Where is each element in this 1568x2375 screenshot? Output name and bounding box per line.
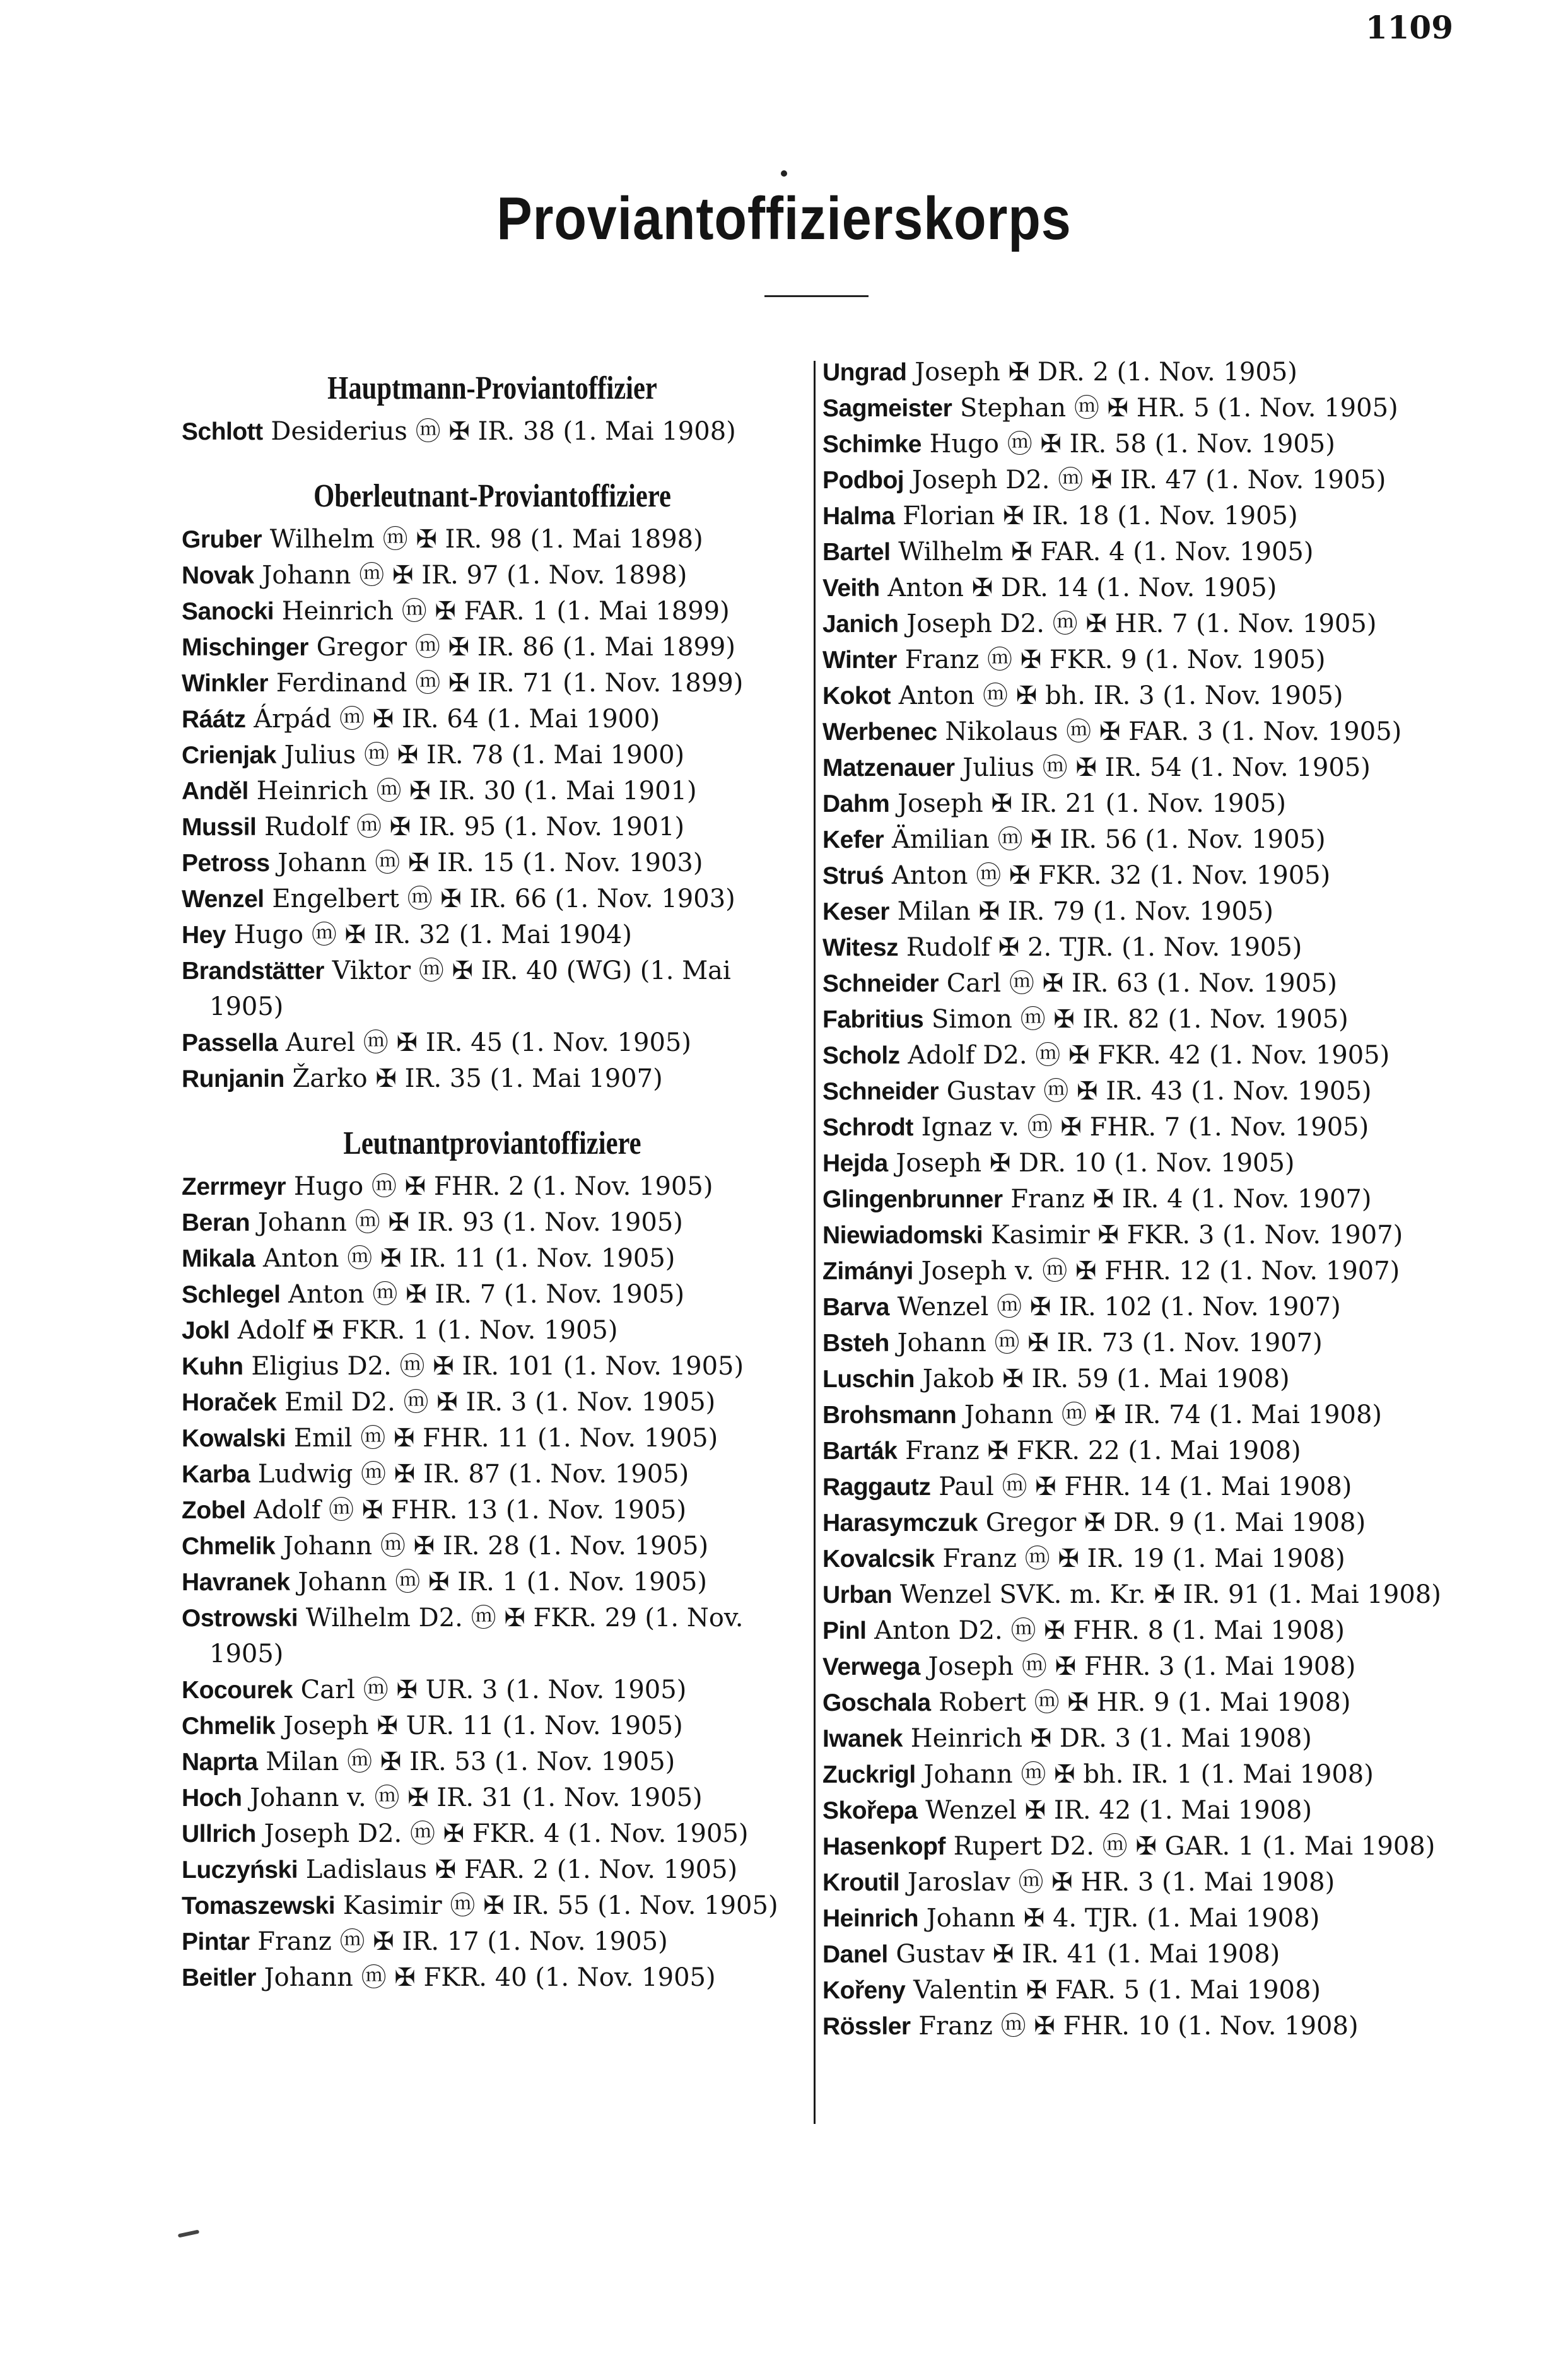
entry-surname: Winter xyxy=(822,647,897,674)
list-item xyxy=(822,1649,1456,1685)
entry-surname: Hey xyxy=(182,922,226,949)
list-item xyxy=(182,773,803,809)
entry-details: Milan ⓜ ✠ IR. 53 (1. Nov. 1905) xyxy=(266,1747,676,1776)
list-item xyxy=(182,1421,803,1457)
list-item xyxy=(182,701,803,737)
entry-surname: Pinl xyxy=(822,1617,867,1645)
list-item xyxy=(822,858,1456,894)
entry-details: Joseph v. ⓜ ✠ FHR. 12 (1. Nov. 1907) xyxy=(921,1257,1400,1286)
entry-details: Rudolf ⓜ ✠ IR. 95 (1. Nov. 1901) xyxy=(264,812,685,842)
list-item xyxy=(822,1469,1456,1505)
list-item xyxy=(182,1564,803,1600)
entry-details: Gregor ⓜ ✠ IR. 86 (1. Mai 1899) xyxy=(316,633,735,662)
list-item xyxy=(182,1924,803,1960)
entry-surname: Hasenkopf xyxy=(822,1833,945,1860)
entry-surname: Fabritius xyxy=(822,1006,924,1033)
entry-details: Simon ⓜ ✠ IR. 82 (1. Nov. 1905) xyxy=(931,1005,1349,1034)
entry-surname: Scholz xyxy=(822,1042,900,1069)
entry-details: Franz ✠ IR. 4 (1. Nov. 1907) xyxy=(1010,1185,1372,1214)
entry-details: Ignaz v. ⓜ ✠ FHR. 7 (1. Nov. 1905) xyxy=(921,1113,1369,1142)
entry-details: Desiderius ⓜ ✠ IR. 38 (1. Mai 1908) xyxy=(271,417,736,446)
entry-surname: Keser xyxy=(822,898,889,925)
entry-details: Joseph ✠ DR. 2 (1. Nov. 1905) xyxy=(915,358,1297,387)
list-item xyxy=(182,1205,803,1241)
entry-details: Valentin ✠ FAR. 5 (1. Mai 1908) xyxy=(913,1976,1321,2005)
entry-surname: Beitler xyxy=(182,1964,256,1991)
entry-surname: Dahm xyxy=(822,790,890,818)
entry-surname: Anděl xyxy=(182,778,249,805)
entry-details: Johann ⓜ ✠ bh. IR. 1 (1. Mai 1908) xyxy=(923,1760,1374,1789)
list-item xyxy=(182,414,803,450)
entry-details: Paul ⓜ ✠ FHR. 14 (1. Mai 1908) xyxy=(939,1472,1352,1501)
entry-details: Carl ⓜ ✠ UR. 3 (1. Nov. 1905) xyxy=(300,1675,687,1704)
list-item xyxy=(822,1325,1456,1361)
list-item xyxy=(822,462,1456,498)
entry-details: Wilhelm D2. ⓜ ✠ FKR. 29 (1. Nov. 1905) xyxy=(209,1604,744,1668)
entry-surname: Petross xyxy=(182,850,270,877)
entry-details: Heinrich ✠ DR. 3 (1. Mai 1908) xyxy=(910,1724,1312,1753)
entry-details: Adolf D2. ⓜ ✠ FKR. 42 (1. Nov. 1905) xyxy=(908,1041,1390,1070)
entry-surname: Struś xyxy=(822,862,884,889)
entry-details: Ladislaus ✠ FAR. 2 (1. Nov. 1905) xyxy=(305,1855,738,1884)
list-item xyxy=(182,953,803,1025)
list-item xyxy=(182,881,803,917)
list-item xyxy=(822,1721,1456,1757)
entry-surname: Gruber xyxy=(182,526,262,553)
entry-surname: Harasymczuk xyxy=(822,1510,978,1537)
entry-details: Anton ⓜ ✠ FKR. 32 (1. Nov. 1905) xyxy=(891,861,1331,890)
left-column xyxy=(182,358,803,1996)
entry-list-leutnant xyxy=(182,1169,803,1996)
entry-surname: Kroutil xyxy=(822,1869,900,1896)
list-item xyxy=(822,1865,1456,1901)
list-item xyxy=(822,1110,1456,1146)
list-item xyxy=(182,845,803,881)
entry-surname: Mikala xyxy=(182,1245,255,1272)
entry-surname: Kowalski xyxy=(182,1425,286,1452)
entry-surname: Kokot xyxy=(822,683,891,710)
entry-surname: Ostrowski xyxy=(182,1605,298,1632)
entry-details: Carl ⓜ ✠ IR. 63 (1. Nov. 1905) xyxy=(946,969,1338,998)
entry-surname: Podboj xyxy=(822,467,904,494)
list-item xyxy=(182,1816,803,1852)
list-item xyxy=(822,1074,1456,1110)
scan-speck xyxy=(781,170,787,177)
entry-details: Rupert D2. ⓜ ✠ GAR. 1 (1. Mai 1908) xyxy=(953,1832,1436,1861)
list-item xyxy=(822,1361,1456,1397)
entry-surname: Wenzel xyxy=(182,886,264,913)
entry-surname: Urban xyxy=(822,1581,892,1609)
entry-surname: Mussil xyxy=(182,814,257,841)
entry-details: Julius ⓜ ✠ IR. 78 (1. Mai 1900) xyxy=(284,741,685,770)
entry-details: Johann ⓜ ✠ FKR. 40 (1. Nov. 1905) xyxy=(264,1963,716,1992)
entry-details: Wilhelm ⓜ ✠ IR. 98 (1. Mai 1898) xyxy=(269,525,703,554)
entry-surname: Halma xyxy=(822,503,895,530)
entry-details: Žarko ✠ IR. 35 (1. Mai 1907) xyxy=(292,1064,663,1093)
entry-details: Kasimir ⓜ ✠ IR. 55 (1. Nov. 1905) xyxy=(342,1891,778,1920)
entry-details: Joseph ✠ DR. 10 (1. Nov. 1905) xyxy=(896,1149,1295,1178)
entry-surname: Crienjak xyxy=(182,742,276,769)
list-item xyxy=(182,1457,803,1492)
list-item xyxy=(822,930,1456,966)
entry-surname: Barva xyxy=(822,1294,889,1321)
entry-surname: Tomaszewski xyxy=(182,1892,336,1920)
entry-surname: Brohsmann xyxy=(822,1402,957,1429)
entry-list-oberleutnant xyxy=(182,522,803,1097)
list-item xyxy=(182,1061,803,1097)
entry-surname: Ráátz xyxy=(182,706,246,733)
entry-details: Viktor ⓜ ✠ IR. 40 (WG) (1. Mai 1905) xyxy=(209,956,731,1021)
entry-surname: Skořepa xyxy=(822,1797,918,1824)
entry-details: Joseph ⓜ ✠ FHR. 3 (1. Mai 1908) xyxy=(928,1652,1356,1681)
list-item xyxy=(182,522,803,558)
entry-details: Árpád ⓜ ✠ IR. 64 (1. Mai 1900) xyxy=(254,705,660,734)
entry-surname: Karba xyxy=(182,1461,250,1488)
entry-surname: Luczyński xyxy=(182,1856,298,1884)
entry-details: Gregor ✠ DR. 9 (1. Mai 1908) xyxy=(985,1508,1366,1537)
list-item xyxy=(822,570,1456,606)
entry-details: Ferdinand ⓜ ✠ IR. 71 (1. Nov. 1899) xyxy=(276,669,744,698)
list-item xyxy=(182,1385,803,1421)
entry-surname: Hoch xyxy=(182,1785,242,1812)
entry-details: Rudolf ✠ 2. TJR. (1. Nov. 1905) xyxy=(906,933,1302,962)
section-heading-oberleutnant: Oberleutnant-Proviantoffiziere xyxy=(313,478,671,514)
list-item xyxy=(822,534,1456,570)
list-item xyxy=(182,558,803,594)
entry-details: Anton ✠ DR. 14 (1. Nov. 1905) xyxy=(887,573,1277,602)
entry-surname: Passella xyxy=(182,1029,278,1057)
list-item xyxy=(182,630,803,666)
entry-surname: Bartel xyxy=(822,539,891,566)
list-item xyxy=(822,894,1456,930)
list-item xyxy=(822,1002,1456,1038)
entry-details: Anton ⓜ ✠ IR. 11 (1. Nov. 1905) xyxy=(262,1244,676,1273)
entry-surname: Mischinger xyxy=(182,634,308,661)
page-number: 1109 xyxy=(1365,9,1453,46)
entry-details: Ämilian ⓜ ✠ IR. 56 (1. Nov. 1905) xyxy=(891,825,1326,854)
entry-surname: Niewiadomski xyxy=(822,1222,983,1249)
list-item xyxy=(822,642,1456,678)
entry-surname: Heinrich xyxy=(822,1905,919,1932)
entry-surname: Naprta xyxy=(182,1749,258,1776)
entry-surname: Rössler xyxy=(822,2013,911,2040)
entry-details: Franz ⓜ ✠ IR. 19 (1. Mai 1908) xyxy=(942,1544,1345,1573)
entry-surname: Kocourek xyxy=(182,1677,293,1704)
entry-details: Franz ⓜ ✠ IR. 17 (1. Nov. 1905) xyxy=(257,1927,668,1956)
entry-details: Anton D2. ⓜ ✠ FHR. 8 (1. Mai 1908) xyxy=(874,1616,1345,1645)
page-title: Proviantoffizierskorps xyxy=(496,185,1072,252)
list-item xyxy=(822,355,1456,390)
list-item xyxy=(822,966,1456,1002)
entry-surname: Horaček xyxy=(182,1389,277,1416)
list-item xyxy=(822,498,1456,534)
list-item xyxy=(822,1901,1456,1937)
entry-surname: Matzenauer xyxy=(822,754,955,782)
list-item xyxy=(822,822,1456,858)
list-item xyxy=(182,1780,803,1816)
entry-surname: Havranek xyxy=(182,1569,290,1596)
entry-surname: Janich xyxy=(822,611,899,638)
entry-details: Heinrich ⓜ ✠ FAR. 1 (1. Mai 1899) xyxy=(281,597,730,626)
entry-details: Wenzel ⓜ ✠ IR. 102 (1. Nov. 1907) xyxy=(897,1293,1341,1322)
entry-details: Wenzel ✠ IR. 42 (1. Mai 1908) xyxy=(925,1796,1313,1825)
list-item xyxy=(822,714,1456,750)
entry-details: Jaroslav ⓜ ✠ HR. 3 (1. Mai 1908) xyxy=(907,1868,1335,1897)
list-item xyxy=(822,1397,1456,1433)
entry-list-hauptmann xyxy=(182,414,803,450)
list-item xyxy=(822,1829,1456,1865)
list-item xyxy=(822,1289,1456,1325)
entry-details: Joseph D2. ⓜ ✠ HR. 7 (1. Nov. 1905) xyxy=(906,609,1377,638)
entry-surname: Schimke xyxy=(822,431,921,458)
entry-surname: Zuckrigl xyxy=(822,1761,916,1788)
entry-details: Stephan ⓜ ✠ HR. 5 (1. Nov. 1905) xyxy=(960,394,1398,423)
section-heading-hauptmann: Hauptmann-Proviantoffizier xyxy=(327,370,657,406)
list-item xyxy=(182,666,803,701)
entry-details: Anton ⓜ ✠ IR. 7 (1. Nov. 1905) xyxy=(288,1280,685,1309)
entry-details: Julius ⓜ ✠ IR. 54 (1. Nov. 1905) xyxy=(962,753,1371,782)
entry-details: Franz ⓜ ✠ FHR. 10 (1. Nov. 1908) xyxy=(918,2012,1359,2041)
list-item xyxy=(822,1973,1456,2008)
right-column xyxy=(822,355,1456,2044)
list-item xyxy=(182,1313,803,1349)
list-item xyxy=(182,1169,803,1205)
list-item xyxy=(822,1613,1456,1649)
list-item xyxy=(822,786,1456,822)
list-item xyxy=(182,1492,803,1528)
entry-surname: Brandstätter xyxy=(182,958,324,985)
entry-surname: Jokl xyxy=(182,1317,230,1344)
list-item xyxy=(822,1685,1456,1721)
entry-surname: Veith xyxy=(822,575,880,602)
entry-details: Johann ⓜ ✠ IR. 93 (1. Nov. 1905) xyxy=(257,1208,683,1237)
list-item xyxy=(182,917,803,953)
entry-details: Franz ✠ FKR. 22 (1. Mai 1908) xyxy=(905,1436,1301,1465)
entry-details: Aurel ⓜ ✠ IR. 45 (1. Nov. 1905) xyxy=(285,1028,691,1057)
entry-details: Johann ⓜ ✠ IR. 97 (1. Nov. 1898) xyxy=(262,561,687,590)
list-item xyxy=(182,1960,803,1996)
entry-surname: Hejda xyxy=(822,1150,888,1177)
list-item xyxy=(182,1277,803,1313)
list-item xyxy=(822,1253,1456,1289)
list-item xyxy=(822,678,1456,714)
list-item xyxy=(182,1672,803,1708)
entry-details: Johann ⓜ ✠ IR. 15 (1. Nov. 1903) xyxy=(278,848,703,877)
entry-details: Johann ⓜ ✠ IR. 1 (1. Nov. 1905) xyxy=(298,1568,708,1597)
entry-surname: Glingenbrunner xyxy=(822,1186,1003,1213)
entry-details: Johann ⓜ ✠ IR. 73 (1. Nov. 1907) xyxy=(897,1328,1323,1358)
entry-list-right xyxy=(822,355,1456,2044)
entry-surname: Barták xyxy=(822,1438,898,1465)
entry-surname: Ungrad xyxy=(822,359,907,386)
entry-details: Ludwig ⓜ ✠ IR. 87 (1. Nov. 1905) xyxy=(257,1460,689,1489)
list-item xyxy=(182,1025,803,1061)
list-item xyxy=(182,594,803,630)
list-item xyxy=(822,1793,1456,1829)
entry-surname: Chmelik xyxy=(182,1713,276,1740)
list-item xyxy=(182,1600,803,1672)
entry-details: Joseph D2. ⓜ ✠ FKR. 4 (1. Nov. 1905) xyxy=(264,1819,749,1848)
entry-details: Adolf ✠ FKR. 1 (1. Nov. 1905) xyxy=(237,1316,618,1345)
entry-details: Johann ⓜ ✠ IR. 74 (1. Mai 1908) xyxy=(964,1400,1382,1429)
entry-details: Eligius D2. ⓜ ✠ IR. 101 (1. Nov. 1905) xyxy=(251,1352,744,1381)
column-divider xyxy=(814,361,816,2124)
entry-surname: Kořeny xyxy=(822,1977,906,2004)
list-item xyxy=(822,1577,1456,1613)
entry-details: Gustav ✠ IR. 41 (1. Mai 1908) xyxy=(896,1940,1280,1969)
entry-details: Hugo ⓜ ✠ FHR. 2 (1. Nov. 1905) xyxy=(293,1172,713,1201)
entry-details: Hugo ⓜ ✠ IR. 58 (1. Nov. 1905) xyxy=(929,430,1335,459)
list-item xyxy=(182,1349,803,1385)
entry-details: Johann v. ⓜ ✠ IR. 31 (1. Nov. 1905) xyxy=(250,1783,703,1812)
entry-details: Heinrich ⓜ ✠ IR. 30 (1. Mai 1901) xyxy=(256,777,697,806)
list-item xyxy=(822,1217,1456,1253)
entry-surname: Pintar xyxy=(182,1928,250,1956)
entry-surname: Ullrich xyxy=(182,1821,256,1848)
entry-surname: Schrodt xyxy=(822,1114,913,1141)
entry-details: Johann ⓜ ✠ IR. 28 (1. Nov. 1905) xyxy=(283,1532,709,1561)
entry-surname: Iwanek xyxy=(822,1725,903,1752)
list-item xyxy=(182,809,803,845)
entry-details: Wenzel SVK. m. Kr. ✠ IR. 91 (1. Mai 1908) xyxy=(899,1580,1441,1609)
entry-surname: Schneider xyxy=(822,1078,939,1105)
list-item xyxy=(182,1528,803,1564)
entry-details: Milan ✠ IR. 79 (1. Nov. 1905) xyxy=(897,897,1273,926)
entry-details: Florian ✠ IR. 18 (1. Nov. 1905) xyxy=(903,501,1298,531)
list-item xyxy=(822,1182,1456,1217)
scan-speck xyxy=(178,2230,200,2238)
entry-details: Jakob ✠ IR. 59 (1. Mai 1908) xyxy=(922,1364,1290,1393)
entry-surname: Verwega xyxy=(822,1653,920,1680)
entry-surname: Zerrmeyr xyxy=(182,1173,286,1200)
list-item xyxy=(822,750,1456,786)
entry-surname: Danel xyxy=(822,1941,888,1968)
entry-surname: Novak xyxy=(182,562,254,589)
list-item xyxy=(182,1241,803,1277)
list-item xyxy=(822,1146,1456,1182)
list-item xyxy=(182,1708,803,1744)
entry-surname: Sagmeister xyxy=(822,395,952,422)
entry-details: Hugo ⓜ ✠ IR. 32 (1. Mai 1904) xyxy=(233,920,632,949)
entry-details: Nikolaus ⓜ ✠ FAR. 3 (1. Nov. 1905) xyxy=(945,717,1402,746)
list-item xyxy=(182,1888,803,1924)
entry-surname: Luschin xyxy=(822,1366,915,1393)
list-item xyxy=(822,2008,1456,2044)
entry-surname: Sanocki xyxy=(182,598,274,625)
entry-surname: Kuhn xyxy=(182,1353,243,1380)
entry-details: Kasimir ✠ FKR. 3 (1. Nov. 1907) xyxy=(990,1221,1403,1250)
entry-surname: Schneider xyxy=(822,970,939,997)
entry-details: Robert ⓜ ✠ HR. 9 (1. Mai 1908) xyxy=(939,1688,1351,1717)
section-heading-leutnant: Leutnantproviantoffiziere xyxy=(343,1125,641,1161)
entry-details: Franz ⓜ ✠ FKR. 9 (1. Nov. 1905) xyxy=(904,645,1326,674)
list-item xyxy=(182,1852,803,1888)
entry-details: Engelbert ⓜ ✠ IR. 66 (1. Nov. 1903) xyxy=(272,884,735,913)
list-item xyxy=(822,1505,1456,1541)
title-rule xyxy=(764,295,869,297)
entry-surname: Kovalcsik xyxy=(822,1545,935,1573)
entry-surname: Runjanin xyxy=(182,1065,284,1093)
entry-surname: Witesz xyxy=(822,934,899,961)
entry-surname: Beran xyxy=(182,1209,250,1236)
list-item xyxy=(822,1038,1456,1074)
entry-surname: Werbenec xyxy=(822,718,937,746)
entry-surname: Kefer xyxy=(822,826,884,853)
entry-surname: Raggautz xyxy=(822,1474,931,1501)
entry-details: Gustav ⓜ ✠ IR. 43 (1. Nov. 1905) xyxy=(946,1077,1372,1106)
list-item xyxy=(822,606,1456,642)
entry-details: Emil ⓜ ✠ FHR. 11 (1. Nov. 1905) xyxy=(293,1424,718,1453)
list-item xyxy=(822,1541,1456,1577)
entry-surname: Chmelik xyxy=(182,1533,276,1560)
entry-surname: Goschala xyxy=(822,1689,931,1716)
entry-details: Joseph ✠ IR. 21 (1. Nov. 1905) xyxy=(898,789,1286,818)
entry-details: Joseph D2. ⓜ ✠ IR. 47 (1. Nov. 1905) xyxy=(911,466,1386,495)
list-item xyxy=(182,1744,803,1780)
entry-details: Adolf ⓜ ✠ FHR. 13 (1. Nov. 1905) xyxy=(254,1496,687,1525)
list-item xyxy=(822,1937,1456,1973)
entry-surname: Schlegel xyxy=(182,1281,281,1308)
list-item xyxy=(822,426,1456,462)
list-item xyxy=(822,1757,1456,1793)
entry-details: Anton ⓜ ✠ bh. IR. 3 (1. Nov. 1905) xyxy=(898,681,1343,710)
entry-details: Wilhelm ✠ FAR. 4 (1. Nov. 1905) xyxy=(898,537,1314,566)
entry-surname: Winkler xyxy=(182,670,269,697)
entry-details: Joseph ✠ UR. 11 (1. Nov. 1905) xyxy=(283,1711,683,1740)
entry-surname: Zobel xyxy=(182,1497,246,1524)
entry-surname: Bsteh xyxy=(822,1330,889,1357)
entry-surname: Zimányi xyxy=(822,1258,913,1285)
entry-surname: Schlott xyxy=(182,418,263,445)
entry-details: Emil D2. ⓜ ✠ IR. 3 (1. Nov. 1905) xyxy=(284,1388,716,1417)
list-item xyxy=(182,737,803,773)
entry-details: Johann ✠ 4. TJR. (1. Mai 1908) xyxy=(926,1904,1320,1933)
list-item xyxy=(822,1433,1456,1469)
list-item xyxy=(822,390,1456,426)
